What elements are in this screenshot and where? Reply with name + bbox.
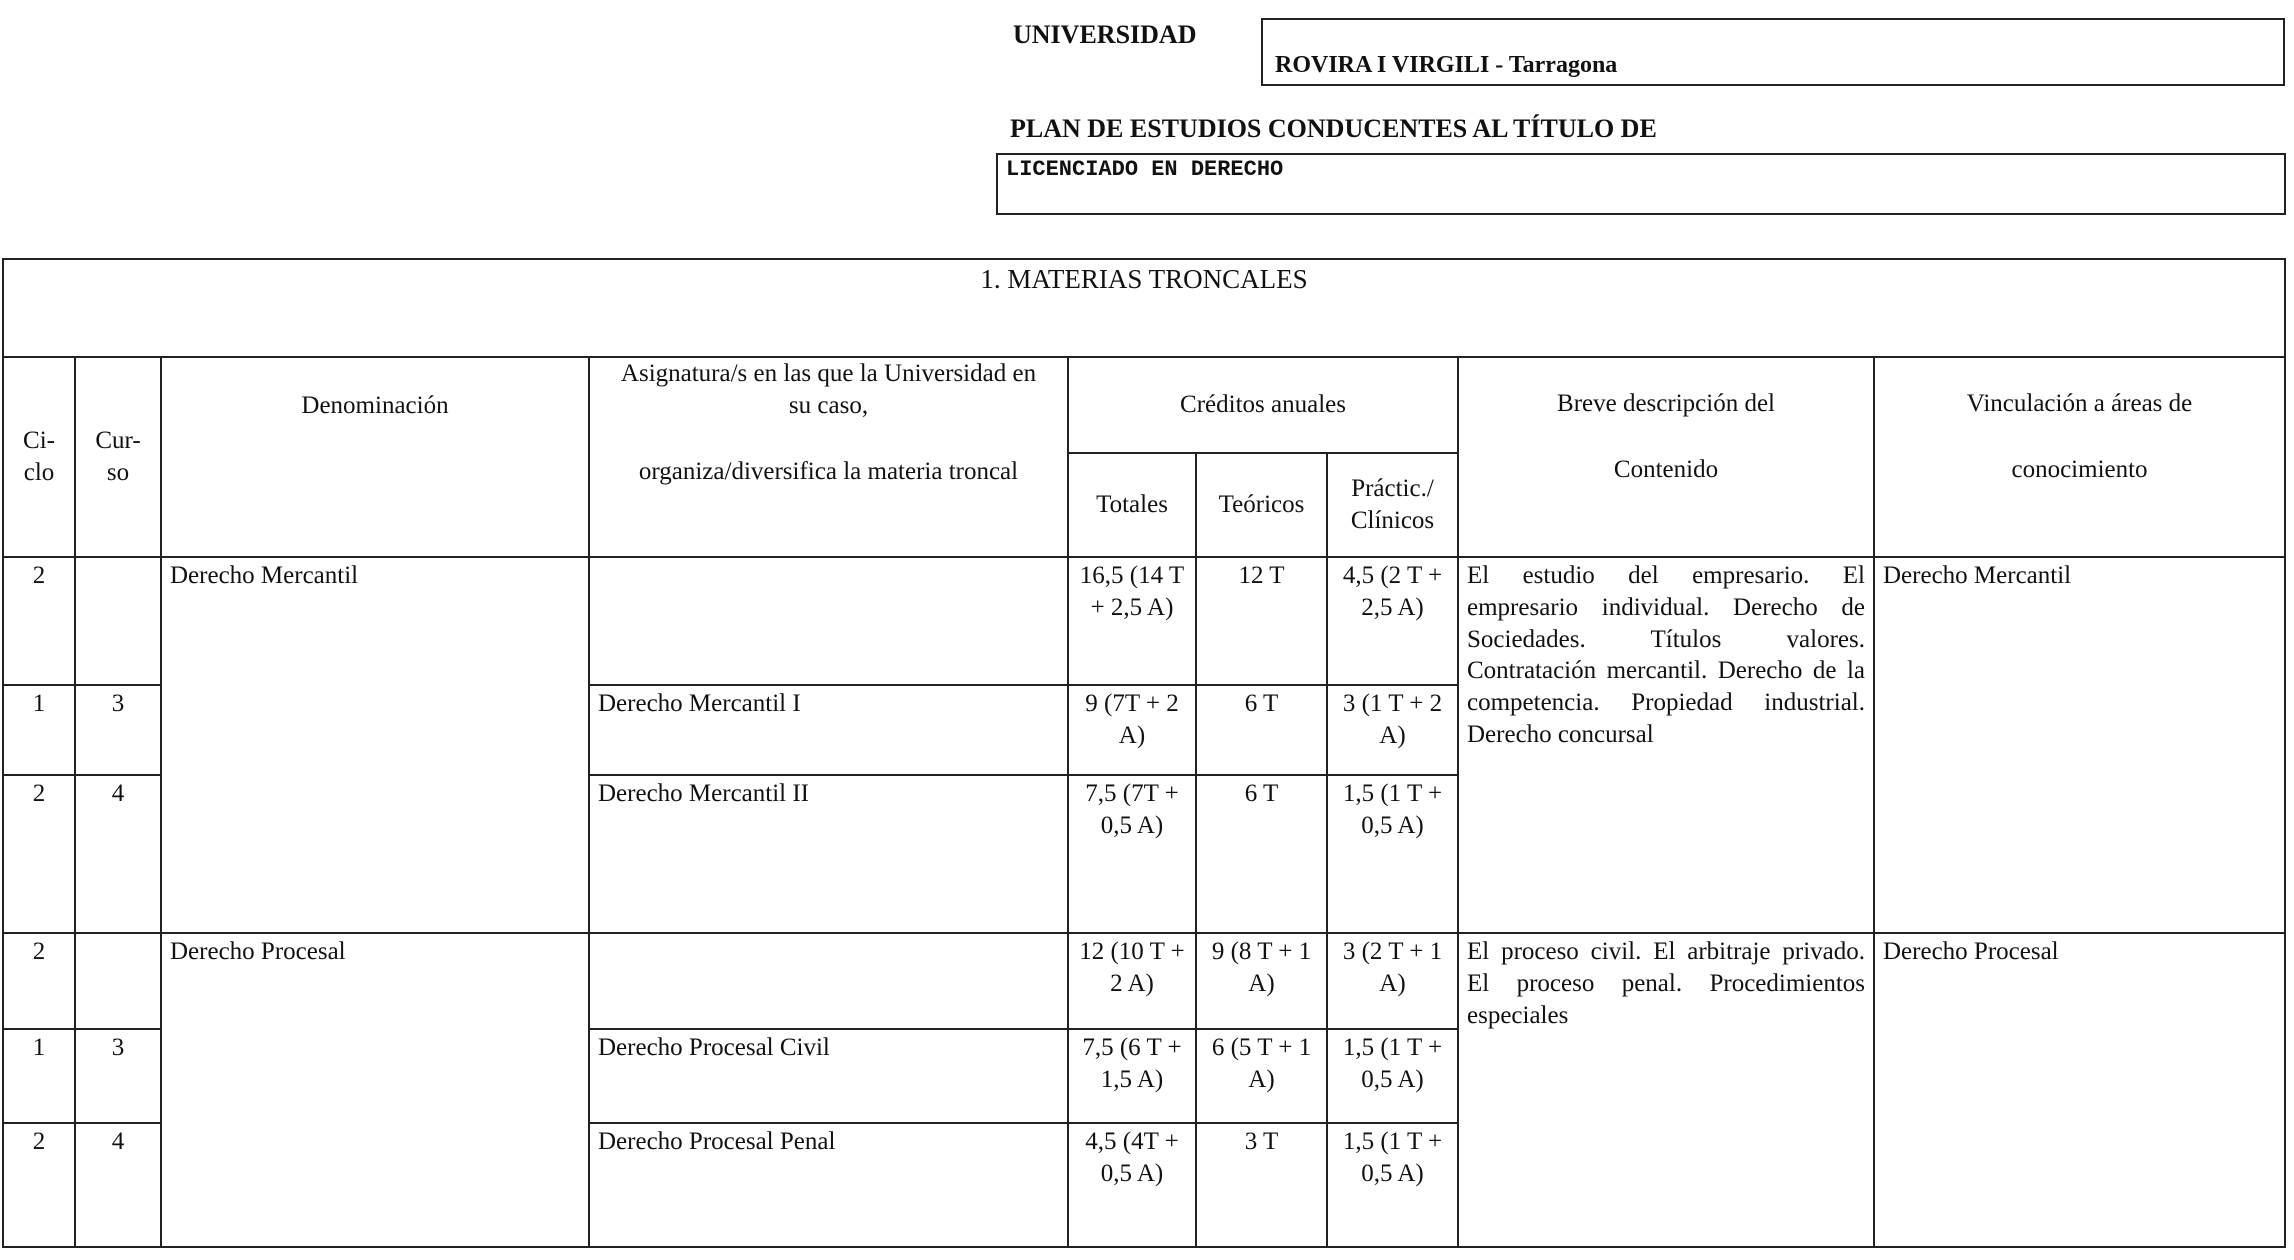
plan-label: PLAN DE ESTUDIOS CONDUCENTES AL TÍTULO DE xyxy=(1010,114,1657,143)
universidad-label: UNIVERSIDAD xyxy=(1013,20,1197,49)
header-vinculacion xyxy=(1874,357,2285,557)
table-row xyxy=(3,933,2285,1029)
cell-curso xyxy=(75,557,161,685)
cell-practicos: 1,5 (1 T + 0,5 A) xyxy=(1327,1123,1458,1247)
cell-teoricos: 3 T xyxy=(1196,1123,1327,1247)
header-denominacion: Denominación xyxy=(161,357,589,557)
cell-ciclo: 2 xyxy=(3,1123,75,1247)
cell-ciclo: 1 xyxy=(3,1029,75,1123)
cell-descripcion: El proceso civil. El arbitraje privado. El proceso penal. Procedimientos especiales xyxy=(1458,933,1874,1247)
plan-field xyxy=(996,153,2286,215)
cell-practicos: 4,5 (2 T + 2,5 A) xyxy=(1327,557,1458,685)
materias-troncales-table xyxy=(2,258,2286,1248)
header-teoricos: Teóricos xyxy=(1196,453,1327,557)
cell-totales: 16,5 (14 T + 2,5 A) xyxy=(1068,557,1196,685)
cell-totales: 4,5 (4T + 0,5 A) xyxy=(1068,1123,1196,1247)
header-descripcion xyxy=(1458,357,1874,557)
cell-teoricos: 6 T xyxy=(1196,685,1327,775)
plan-value: LICENCIADO EN DERECHO xyxy=(1006,157,1284,182)
cell-asignatura: Derecho Procesal Penal xyxy=(589,1123,1068,1247)
cell-asignatura: Derecho Mercantil I xyxy=(589,685,1068,775)
cell-curso: 4 xyxy=(75,1123,161,1247)
table-row xyxy=(3,557,2285,685)
cell-teoricos: 9 (8 T + 1 A) xyxy=(1196,933,1327,1029)
header-creditos: Créditos anuales xyxy=(1068,357,1458,453)
header-asignatura-line1: Asignatura/s en las que la Universidad en su caso, xyxy=(620,360,1037,419)
cell-denominacion: Derecho Procesal xyxy=(161,933,589,1247)
cell-curso xyxy=(75,933,161,1029)
cell-descripcion: El estudio del empresario. El empresario individual. Derecho de Sociedades. Títulos valores. Contratación mercantil. Derecho de la competencia. Propiedad industrial. Derecho concursal xyxy=(1458,557,1874,933)
cell-teoricos: 12 T xyxy=(1196,557,1327,685)
header-totales: Totales xyxy=(1068,453,1196,557)
header-practicos: Práctic./ Clínicos xyxy=(1327,453,1458,557)
cell-totales: 7,5 (6 T + 1,5 A) xyxy=(1068,1029,1196,1123)
header-vinculacion-line2: conocimiento xyxy=(2011,455,2148,483)
cell-curso: 3 xyxy=(75,685,161,775)
cell-denominacion: Derecho Mercantil xyxy=(161,557,589,933)
cell-ciclo: 2 xyxy=(3,775,75,933)
header-ciclo: Ci- clo xyxy=(3,357,75,557)
universidad-field xyxy=(1261,18,2285,86)
cell-practicos: 1,5 (1 T + 0,5 A) xyxy=(1327,1029,1458,1123)
cell-teoricos: 6 T xyxy=(1196,775,1327,933)
cell-vinculacion: Derecho Mercantil xyxy=(1874,557,2285,933)
header-vinculacion-line1: Vinculación a áreas de xyxy=(1966,390,2193,417)
cell-asignatura xyxy=(589,933,1068,1029)
cell-curso: 3 xyxy=(75,1029,161,1123)
table-title: 1. MATERIAS TRONCALES xyxy=(3,259,2285,357)
cell-vinculacion: Derecho Procesal xyxy=(1874,933,2285,1247)
cell-practicos: 1,5 (1 T + 0,5 A) xyxy=(1327,775,1458,933)
cell-practicos: 3 (2 T + 1 A) xyxy=(1327,933,1458,1029)
universidad-value: ROVIRA I VIRGILI - Tarragona xyxy=(1275,52,1618,78)
cell-curso: 4 xyxy=(75,775,161,933)
cell-teoricos: 6 (5 T + 1 A) xyxy=(1196,1029,1327,1123)
header-descripcion-line2: Contenido xyxy=(1613,455,1719,483)
cell-totales: 12 (10 T + 2 A) xyxy=(1068,933,1196,1029)
header-asignatura xyxy=(589,357,1068,557)
cell-totales: 7,5 (7T + 0,5 A) xyxy=(1068,775,1196,933)
cell-asignatura xyxy=(589,557,1068,685)
cell-totales: 9 (7T + 2 A) xyxy=(1068,685,1196,775)
cell-ciclo: 1 xyxy=(3,685,75,775)
cell-ciclo: 2 xyxy=(3,557,75,685)
header-curso: Cur- so xyxy=(75,357,161,557)
header-asignatura-line2: organiza/diversifica la materia troncal xyxy=(638,457,1019,485)
cell-practicos: 3 (1 T + 2 A) xyxy=(1327,685,1458,775)
cell-ciclo: 2 xyxy=(3,933,75,1029)
cell-asignatura: Derecho Mercantil II xyxy=(589,775,1068,933)
header-descripcion-line1: Breve descripción del xyxy=(1557,390,1775,417)
cell-asignatura: Derecho Procesal Civil xyxy=(589,1029,1068,1123)
